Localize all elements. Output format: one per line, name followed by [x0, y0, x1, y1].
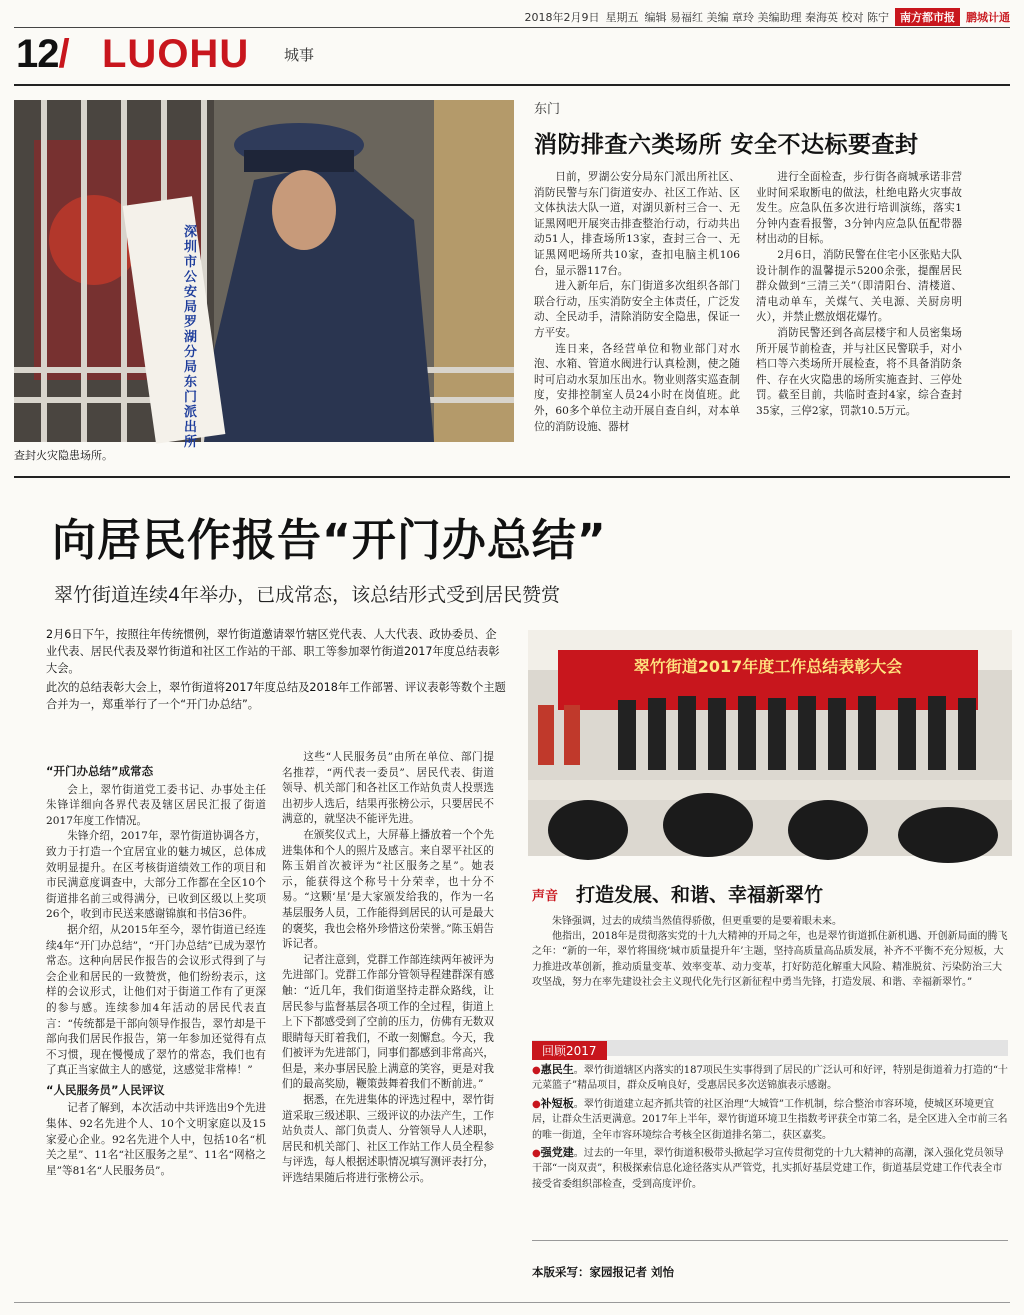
review-bar — [532, 1040, 1008, 1056]
lead-text — [46, 626, 506, 715]
voice-body — [532, 914, 1008, 990]
photo-caption: 查封火灾隐患场所。 — [14, 449, 113, 462]
byline: 本版采写：家园报记者 刘怡 — [532, 1265, 675, 1279]
subheading: “人民服务员”人民评议 — [46, 1082, 165, 1097]
lead-paragraph: 此次的总结表彰大会上，翠竹街道将2017年度总结及2018年工作部署、评议表彰等数个主题合并为一，郑重举行了一个“开门办总结”。 — [46, 681, 506, 711]
paragraph: 消防民警还到各高层楼宇和人员密集场所开展节前检查，并与社区民警联手，对小档口等六类场所开展检查，将不具备消防条件、存在火灾隐患的场所实施查封、三停处罚。截至目前，共临时查封4家，综合查封35家，三停2家，罚款10.5万元。 — [756, 326, 962, 417]
section-subtitle: 城事 — [284, 46, 315, 64]
voice-tag: 声音 — [532, 889, 559, 904]
review-item: ●惠民生。翠竹街道辖区内落实的187项民生实事得到了居民的广泛认可和好评，特别是街道着力打造的“十元菜篮子”精品项目，群众反响良好，受惠居民多次送锦旗表示感谢。 — [532, 1063, 1008, 1092]
paragraph: 朱锋强调，过去的成绩当然值得骄傲，但更重要的是要着眼未来。 — [552, 916, 842, 927]
paragraph: 2月6日，消防民警在住宅小区张贴大队设计制作的温馨提示5200余张，提醒居民群众做到“三清三关”（即清阳台、清楼道、清电动单车，关煤气、关电源、关厨房明火），并禁止燃放烟花爆竹。 — [756, 248, 962, 324]
fire-inspection-photo — [14, 100, 514, 450]
story-kicker: 东门 — [534, 102, 561, 117]
review-item: ●补短板。翠竹街道建立起齐抓共管的社区治理“大城管”工作机制，综合整治市容环境，使城区环境更宜居，让群众生活更满意。2017年上半年，翠竹街道环境卫生指数考评获全市第二名，是全区进入全市前三名的唯一街道，全年市容环境综合考核全区街道排名第二，获区嘉奖。 — [532, 1096, 1008, 1141]
paragraph: 他指出，2018年是贯彻落实党的十九大精神的开局之年，也是翠竹街道抓住新机遇、开创新局面的腾飞之年：“新的一年，翠竹将围绕‘城市质量提升年’主题，坚持高质量高品质发展，补齐不平衡不充分短板，大力推进改革创新，推动质量变革、效率变革、动力变革，打好防范化解重大风险、精准脱贫、污染防治三大攻坚战，努力在率先建设社会主义现代化先行区新征程中勇当先锋，打造发展、和谐、幸福新翠竹。” — [532, 931, 1008, 988]
subheading: “开门办总结”成常态 — [46, 764, 154, 778]
story-headline: 消防排查六类场所 安全不达标要查封 — [534, 132, 919, 158]
paragraph: 据介绍，从2015年至今，翠竹街道已经连续4年“开门办总结”，“开门办总结”已成为翠竹常态。这种向居民作报告的会议形式得到了与会企业和居民的一致赞赏，他们纷纷表示，这样的会议形式，让他们对于街道工作有了更深的参与感。连续参加4年活动的居民代表直言：“传统都是干部向领导作报告，翠竹却是干部向我们居民作报告，第一年参加还觉得有点不习惯，现在慢慢成了翠竹的常态，我们也有了真正当家做主人的感觉，这感觉非常棒！” — [46, 923, 266, 1077]
footer-rule — [14, 1302, 1010, 1303]
photo-banner-text: 翠竹街道2017年度工作总结表彰大会 — [633, 657, 903, 676]
paragraph: 记者了解到，本次活动中共评选出9个先进集体、92名先进个人、10个文明家庭以及15家爱心企业。92名先进个人中，包括10名“机关之星”、11名“社区服务之星”、11名“网格之星”等81名“人民服务员”。 — [46, 1102, 266, 1177]
paper-logo: 南方都市报 — [895, 8, 960, 26]
paragraph: 进行全面检查，步行街各商城承诺非营业时间采取断电的做法，杜绝电路火灾事故发生。应急队伍多次进行培训演练，落实1分钟内查看报警，3分钟内应急队伍配带器材出动的目标。 — [756, 171, 962, 246]
review-item: ●强党建。过去的一年里，翠竹街道积极带头掀起学习宣传贯彻党的十九大精神的高潮，深入强化党员领导干部“一岗双责”，积极探索信息化途径落实从严管党，扎实抓好基层党建工作，街道基层党建工作代表全市接受省委组织部检查，受到高度评价。 — [532, 1146, 1004, 1190]
main-deck: 翠竹街道连续4年举办，已成常态，该总结形式受到居民赞赏 — [54, 584, 561, 606]
paragraph: 连日来，各经营单位和物业部门对水泡、水箱、管道水阀进行认真检测，使之随时可启动水泵加压出水。物业则落实巡查制度，安排控制室人员24小时在岗值班。此外，60多个单位主动开展自查自纠，对本单位的消防设施、器材 — [534, 342, 740, 433]
paragraph: 日前，罗湖公安分局东门派出所社区、消防民警与东门街道安办、社区工作站、区文体执法大队一道，对湖贝新村三合一、无证黑网吧开展突击排查整治行动，行动共出动51人，排查场所13家，查封三合一、无证黑网吧场所共10家，查扣电脑主机106台，显示器117台。 — [534, 171, 740, 277]
masthead-meta — [525, 8, 1010, 26]
page-number: 12/ — [16, 32, 69, 76]
story1-column-1 — [534, 170, 740, 435]
seal-text: 深圳市公安局罗湖分局东门派出所 — [184, 225, 198, 450]
paragraph: 会上，翠竹街道党工委书记、办事处主任朱锋详细向各界代表及辖区居民汇报了街道2017年度工作情况。 — [46, 783, 266, 827]
story2-column-2 — [282, 750, 494, 1187]
byline-rule — [532, 1240, 1008, 1241]
main-headline: 向居民作报告“开门办总结” — [52, 515, 607, 566]
story1-column-2 — [756, 170, 962, 420]
voice-headline: 打造发展、和谐、幸福新翠竹 — [576, 884, 824, 906]
ceremony-photo — [528, 630, 1012, 856]
paragraph: 这些“人民服务员”由所在单位、部门提名推荐，“两代表一委员”、居民代表、街道领导、机关部门和各社区工作站负责人投票选出初步人选后，结果再张榜公示，只要居民不满意的，就坚决不能评先进。 — [282, 751, 494, 826]
paragraph: 记者注意到，党群工作部连续两年被评为先进部门。党群工作部分管领导程建群深有感触：“近几年，我们街道坚持走群众路线，让居民参与监督基层各项工作的全过程，街道上上下下都感受到了空前的压力，仿佛有无数双眼睛每天盯着我们，不敢一刻懈怠。今天，我们被评为先进部门，同事们都感到非常高兴，但是，来办事居民脸上满意的笑容，更是对我们的最高奖励，鞭策鼓舞着我们不断前进。” — [282, 953, 494, 1091]
review-list — [532, 1062, 1008, 1194]
header-rule — [14, 27, 1010, 28]
section-rule — [14, 84, 1010, 86]
lead-paragraph: 2月6日下午，按照往年传统惯例，翠竹街道邀请翠竹辖区党代表、人大代表、政协委员、企业代表、居民代表及翠竹街道和社区工作站的干部、职工等参加翠竹街道2017年度总结表彰大会。 — [46, 628, 500, 675]
edition-logo: 鹏城计通 — [966, 11, 1010, 24]
paragraph: 朱锋介绍，2017年，翠竹街道协调各方，致力于打造一个宜居宜业的魅力城区，总体成效明显提升。在区考核街道绩效工作的项目和市民满意度调查中，大部分工作都在全区10个街道排名前三或得满分，已收到区级以上奖项26个，收到市民送来感谢锦旗和书信36件。 — [46, 830, 266, 921]
paragraph: 进入新年后，东门街道多次组织各部门联合行动，压实消防安全主体责任，广泛发动、全民动手，清除消防安全隐患，保证一方平安。 — [534, 280, 740, 339]
issue-date: 2018年2月9日 — [524, 11, 600, 24]
paragraph: 据悉，在先进集体的评选过程中，翠竹街道采取三级述职、三级评议的办法产生，工作站负责人、部门负责人、分管领导人人述职，居民和机关部门、社区工作站工作人员全程参与评选，每人根据述职情况填写测评表打分，评选结果随后将进行张榜公示。 — [282, 1094, 494, 1185]
section-title: LUOHU — [102, 32, 250, 76]
review-title: 回顾2017 — [532, 1041, 607, 1060]
story2-column-1 — [46, 760, 266, 1179]
paragraph: 在颁奖仪式上，大屏幕上播放着一个个先进集体和个人的照片及感言。来自翠平社区的陈玉娟首次被评为“社区服务之星”。她表示，能获得这个称号十分荣幸，也十分不易。“这颗‘星’是大家颁发给我的，作为一名基层服务人员，工作能得到居民的认可是最大的褒奖，我也会格外珍惜这份荣誉。”陈玉娟告诉记者。 — [282, 828, 494, 951]
story-divider — [14, 476, 1010, 478]
issue-weekday: 星期五 — [605, 11, 639, 24]
editor-credits: 编辑 易福红 美编 章玲 美编助理 秦海英 校对 陈宁 — [644, 11, 889, 24]
